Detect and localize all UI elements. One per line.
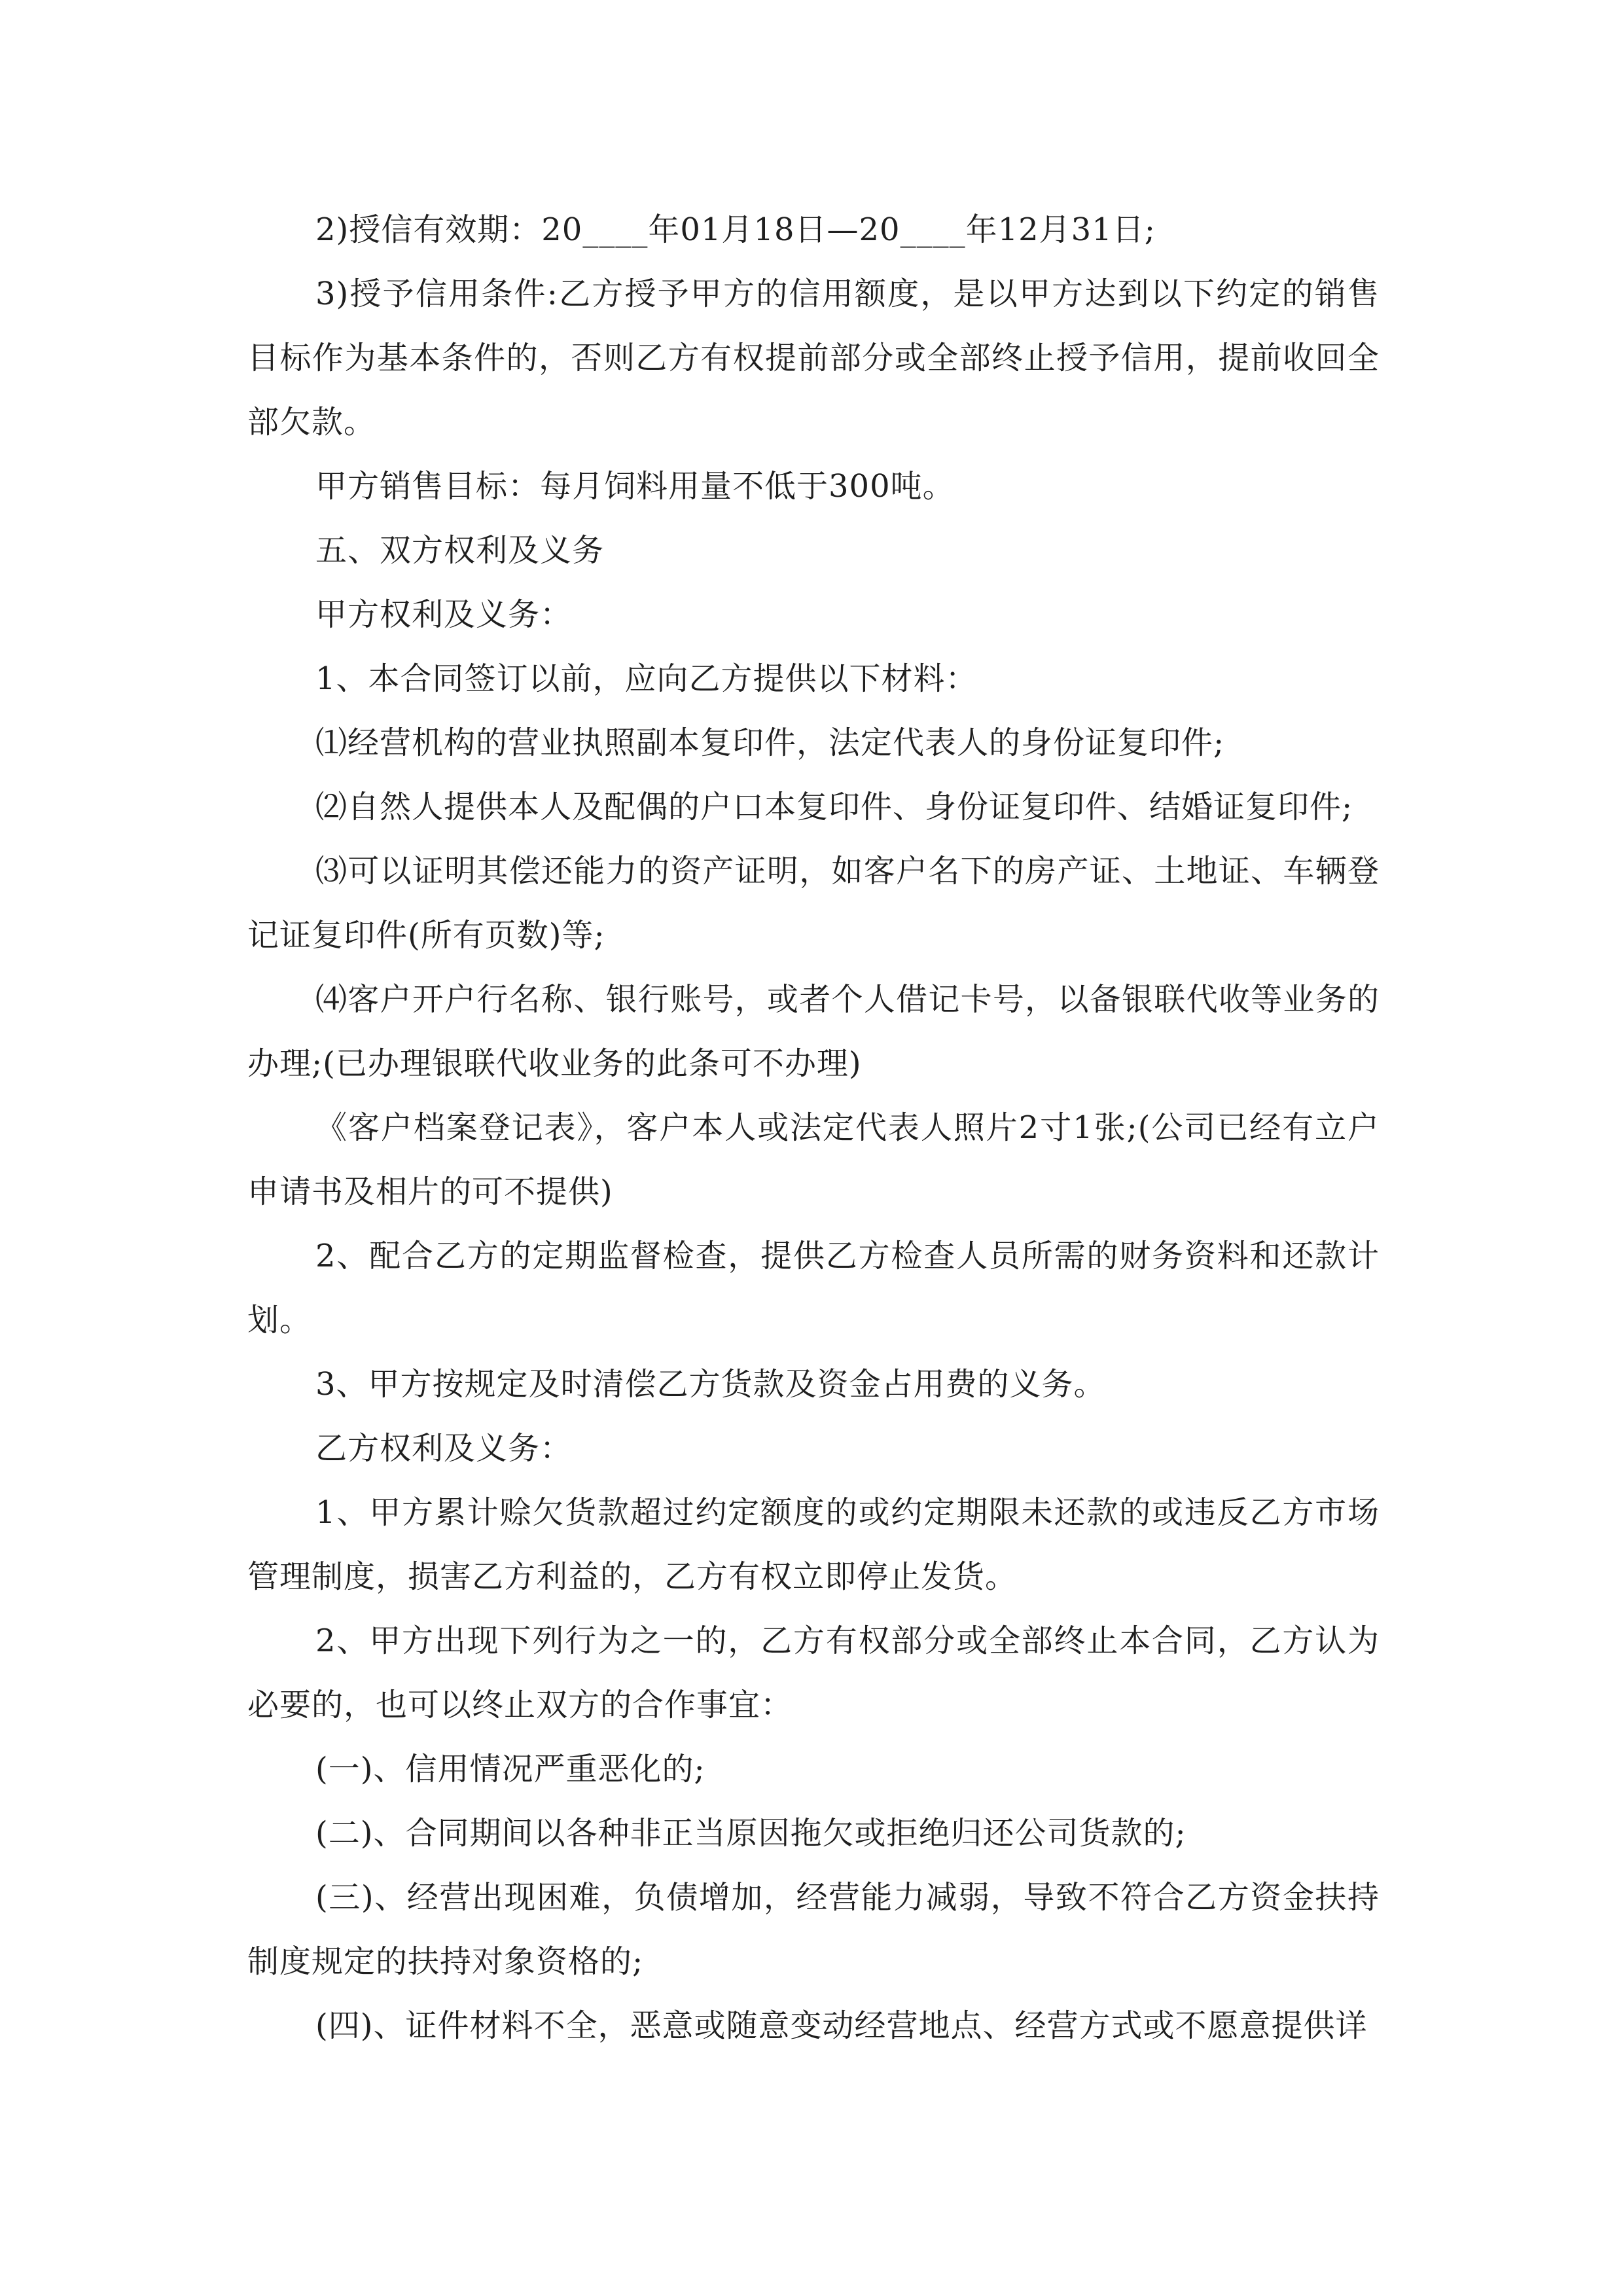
paragraph-credit-validity: 2)授信有效期：20____年01月18日—20____年12月31日; xyxy=(315,211,1156,248)
paragraph-material-4: ⑷客户开户行名称、银行账号，或者个人借记卡号，以备银联代收等业务的办理;(已办理银联代收业务的此条可不办理) xyxy=(247,981,1380,1082)
paragraph-condition-4: (四)、证件材料不全，恶意或随意变动经营地点、经营方式或不愿意提供详 xyxy=(315,2007,1368,2044)
paragraph-material-1: ⑴经营机构的营业执照副本复印件，法定代表人的身份证复印件; xyxy=(315,725,1225,761)
paragraph-party-a-item-2: 2、配合乙方的定期监督检查，提供乙方检查人员所需的财务资料和还款计划。 xyxy=(247,1238,1380,1338)
subheading-party-a-rights: 甲方权利及义务： xyxy=(315,596,573,633)
paragraph-sales-target: 甲方销售目标：每月饲料用量不低于300吨。 xyxy=(315,468,955,505)
paragraph-customer-file: 《客户档案登记表》，客户本人或法定代表人照片2寸1张;(公司已经有立户申请书及相片的可不提供) xyxy=(247,1109,1380,1210)
paragraph-material-2: ⑵自然人提供本人及配偶的户口本复印件、身份证复印件、结婚证复印件; xyxy=(315,789,1353,825)
paragraph-party-b-item-1: 1、甲方累计赊欠货款超过约定额度的或约定期限未还款的或违反乙方市场管理制度，损害乙方利益的，乙方有权立即停止发货。 xyxy=(247,1494,1380,1595)
paragraph-party-a-item-3: 3、甲方按规定及时清偿乙方货款及资金占用费的义务。 xyxy=(315,1366,1106,1403)
paragraph-party-a-item-1: 1、本合同签订以前，应向乙方提供以下材料： xyxy=(315,660,978,697)
paragraph-credit-conditions: 3)授予信用条件:乙方授予甲方的信用额度，是以甲方达到以下约定的销售目标作为基本条件的，否则乙方有权提前部分或全部终止授予信用，提前收回全部欠款。 xyxy=(247,276,1380,440)
paragraph-condition-3: (三)、经营出现困难，负债增加，经营能力减弱，导致不符合乙方资金扶持制度规定的扶持对象资格的; xyxy=(247,1879,1380,1980)
paragraph-condition-1: (一)、信用情况严重恶化的; xyxy=(315,1751,705,1787)
subheading-party-b-rights: 乙方权利及义务： xyxy=(315,1430,573,1467)
paragraph-condition-2: (二)、合同期间以各种非正当原因拖欠或拒绝归还公司货款的; xyxy=(315,1815,1186,1852)
paragraph-party-b-item-2: 2、甲方出现下列行为之一的，乙方有权部分或全部终止本合同，乙方认为必要的，也可以终止双方的合作事宜： xyxy=(247,1623,1380,1723)
document-body xyxy=(247,198,1380,2058)
paragraph-material-3: ⑶可以证明其偿还能力的资产证明，如客户名下的房产证、土地证、车辆登记证复印件(所有页数)等; xyxy=(247,853,1380,954)
section-heading-rights-obligations: 五、双方权利及义务 xyxy=(315,532,605,569)
